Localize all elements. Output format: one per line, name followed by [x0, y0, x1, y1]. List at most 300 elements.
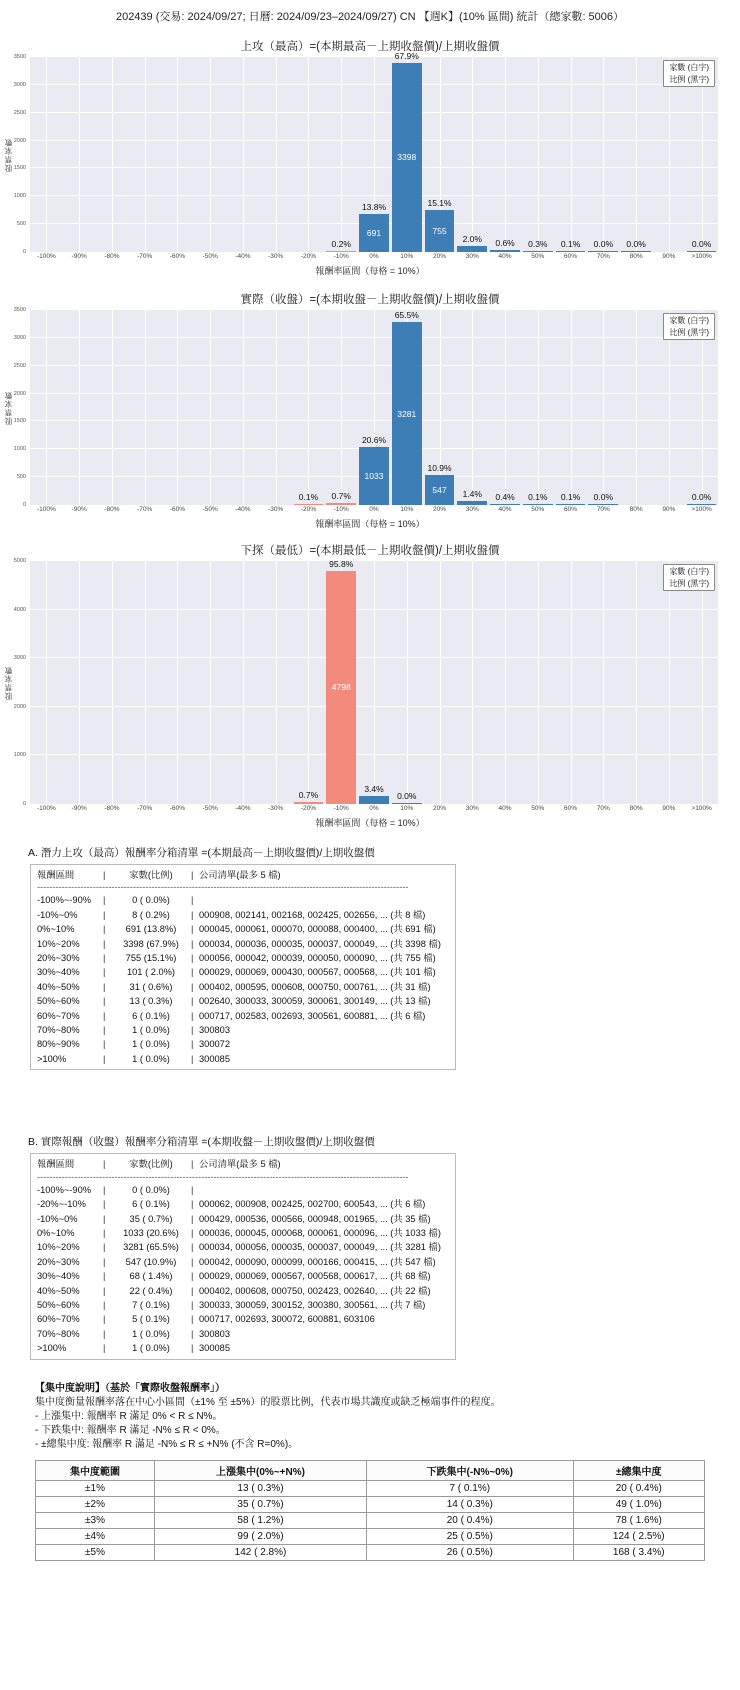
x-tick-label: 40% [498, 805, 512, 812]
y-axis-label: 股票家數 [4, 137, 13, 172]
list-row [37, 1009, 449, 1023]
row-companies: 300072 [199, 1039, 231, 1050]
table-header-cell: 下跌集中(-N%~0%) [366, 1460, 573, 1480]
row-companies: 300085 [199, 1053, 231, 1064]
x-ticks [30, 252, 718, 262]
x-tick-label: -40% [235, 253, 251, 260]
x-tick-label: 70% [596, 506, 610, 513]
pipe-separator: | [103, 1184, 106, 1195]
row-count: 8 ( 0.2%) [132, 909, 170, 920]
table-row [36, 1512, 705, 1528]
pipe-separator: | [191, 1256, 194, 1267]
bar-percent-label: 0.0% [593, 239, 614, 249]
pipe-separator: | [191, 1285, 194, 1296]
list-row [37, 980, 449, 994]
pipe-separator: | [103, 981, 106, 992]
gridline-vertical [243, 310, 244, 505]
table-cell: 49 ( 1.0%) [573, 1496, 704, 1512]
bar-percent-label: 20.6% [361, 435, 387, 446]
row-range: -10%~0% [37, 1213, 78, 1224]
gridline-vertical [276, 561, 277, 804]
section-a-title: A. 潛力上攻（最高）報酬率分箱清單 =(本期最高－上期收盤價)/上期收盤價 [28, 847, 375, 859]
x-tick-label: -80% [104, 805, 120, 812]
x-tick-label: -50% [202, 253, 218, 260]
pipe-separator: | [191, 967, 194, 978]
row-count: 1 ( 0.0%) [132, 1343, 170, 1354]
row-companies: 000402, 000608, 000750, 002423, 002640, ... (共 22 檔) [199, 1285, 431, 1296]
x-tick-label: >100% [691, 253, 712, 260]
list-row [37, 1226, 449, 1240]
table-cell: 58 ( 1.2%) [155, 1512, 367, 1528]
list-header-companies: 公司清單(最多 5 檔) [199, 870, 281, 880]
x-tick-label: >100% [691, 506, 712, 513]
pipe-separator: | [191, 1314, 194, 1325]
x-tick-label: 40% [498, 506, 512, 513]
gridline-vertical [505, 561, 506, 804]
x-tick-label: -70% [137, 253, 153, 260]
table-cell: ±5% [36, 1544, 155, 1560]
bar-percent-label: 15.1% [427, 197, 452, 208]
concentration-note-line: - ±總集中度: 報酬率 R 滿足 -N% ≤ R ≤ +N% (不含 R=0%)。 [35, 1438, 299, 1450]
x-tick-label: 80% [629, 506, 643, 513]
legend-ratio-label: 比例 (黑字) [669, 578, 709, 588]
plot-canvas [30, 50, 718, 252]
x-tick-label: 90% [662, 253, 676, 260]
table-header-cell: 集中度範圍 [36, 1460, 155, 1480]
bar-percent-label: 1.4% [462, 489, 482, 500]
pipe-separator: | [103, 1039, 106, 1050]
bar-count-label: 691 [366, 227, 382, 238]
row-range: >100% [37, 1053, 67, 1064]
table-cell: 142 ( 2.8%) [155, 1544, 367, 1560]
gridline-vertical [210, 561, 211, 804]
x-tick-label: 90% [662, 805, 676, 812]
row-count: 7 ( 0.1%) [132, 1299, 170, 1310]
chart-upside [0, 38, 740, 277]
list-header-companies: 公司清單(最多 5 檔) [199, 1159, 281, 1170]
bar-percent-label: 95.8% [329, 558, 354, 569]
concentration-table [35, 1460, 705, 1561]
gridline-vertical [603, 561, 604, 804]
pipe-separator: | [103, 1053, 106, 1064]
x-tick-label: 60% [564, 805, 578, 812]
chart-actual [0, 291, 740, 530]
gridline-vertical [571, 561, 572, 804]
list-row [37, 994, 449, 1008]
list-header-count: 家數(比例) [129, 870, 173, 880]
x-tick-label: 20% [433, 253, 447, 260]
gridline-vertical [243, 57, 244, 252]
row-count: 5 ( 0.1%) [132, 1314, 170, 1325]
pipe-separator: | [103, 1285, 106, 1296]
x-tick-label: -90% [71, 805, 87, 812]
x-tick-label: -30% [268, 506, 284, 513]
row-companies: 000717, 002693, 300072, 600881, 603106 [199, 1314, 375, 1325]
gridline-vertical [341, 57, 342, 252]
y-tick-label: 1500 [13, 165, 26, 172]
x-tick-label: 0% [369, 506, 379, 513]
gridline-vertical [407, 561, 408, 804]
list-header-row [37, 1157, 449, 1171]
bar-percent-label: 0.1% [528, 492, 548, 502]
pipe-separator: | [103, 924, 106, 935]
pipe-separator: | [191, 1343, 194, 1354]
x-axis-label: 報酬率區間（每格 = 10%） [315, 519, 425, 529]
table-cell: 26 ( 0.5%) [366, 1544, 573, 1560]
gridline-vertical [79, 57, 80, 252]
gridline-vertical [112, 57, 113, 252]
y-axis-label: 股票家數 [4, 390, 13, 425]
row-count: 6 ( 0.1%) [132, 1010, 170, 1021]
y-tick-label: 1000 [13, 193, 26, 200]
gridline-vertical [308, 57, 309, 252]
x-tick-label: -90% [71, 253, 87, 260]
row-count: 0 ( 0.0%) [132, 895, 170, 906]
row-range: 20%~30% [37, 1256, 80, 1267]
gridline-vertical [308, 310, 309, 505]
row-companies: 000042, 000090, 000099, 000166, 000415, ... (共 547 檔) [199, 1256, 436, 1267]
x-tick-label: 0% [369, 805, 379, 812]
list-row [37, 937, 449, 951]
list-row [37, 922, 449, 936]
x-tick-label: -80% [104, 506, 120, 513]
gridline-vertical [702, 561, 703, 804]
pipe-separator: | [191, 870, 194, 880]
table-cell: 20 ( 0.4%) [366, 1512, 573, 1528]
list-row [37, 1183, 449, 1197]
pipe-separator: | [191, 1159, 194, 1170]
gridline-vertical [46, 561, 47, 804]
list-row [37, 1312, 449, 1326]
x-tick-label: -50% [202, 506, 218, 513]
x-tick-label: 60% [564, 506, 578, 513]
list-row [37, 1197, 449, 1211]
row-range: 30%~40% [37, 1271, 80, 1282]
row-companies: 000036, 000045, 000068, 000061, 000096, ... (共 1033 檔) [199, 1227, 441, 1238]
bar-percent-label: 2.0% [462, 234, 482, 245]
plot-area [0, 307, 740, 508]
row-range: >100% [37, 1343, 67, 1354]
list-row [37, 965, 449, 979]
pipe-separator: | [191, 996, 194, 1007]
row-count: 1 ( 0.0%) [132, 1039, 170, 1050]
list-row [37, 1269, 449, 1283]
y-tick-label: 3000 [13, 334, 26, 341]
row-range: -20%~-10% [37, 1199, 86, 1210]
row-range: 80%~90% [37, 1039, 80, 1050]
row-count: 22 ( 0.4%) [129, 1285, 173, 1296]
gridline-vertical [472, 57, 473, 252]
x-tick-label: -90% [71, 506, 87, 513]
x-ticks [30, 505, 718, 515]
table-header-cell: 上漲集中(0%~+N%) [155, 1460, 367, 1480]
y-tick-label: 500 [16, 221, 26, 228]
row-companies: 000045, 000061, 000070, 000088, 000400, ... (共 691 檔) [199, 924, 436, 935]
row-companies: 000429, 000536, 000566, 000948, 001965, ... (共 35 檔) [199, 1213, 431, 1224]
x-tick-label: -100% [36, 805, 56, 812]
x-tick-label: -80% [104, 253, 120, 260]
row-range: 0%~10% [37, 1227, 75, 1238]
row-count: 1 ( 0.0%) [132, 1328, 170, 1339]
row-companies: 000056, 000042, 000039, 000050, 000090, ... (共 755 檔) [199, 953, 436, 964]
histogram-bar [359, 796, 389, 804]
bar-percent-label: 0.0% [691, 492, 712, 502]
bar-percent-label: 0.1% [560, 492, 581, 502]
row-range: 20%~30% [37, 953, 80, 964]
list-row [37, 893, 449, 907]
gridline-vertical [112, 561, 113, 804]
y-tick-label: 0 [22, 801, 26, 807]
gridline-vertical [276, 310, 277, 505]
pipe-separator: | [103, 1314, 106, 1325]
pipe-separator: | [103, 1025, 106, 1036]
plot-canvas [30, 310, 718, 505]
gridline-vertical [79, 561, 80, 804]
gridline-vertical [210, 57, 211, 252]
bar-percent-label: 13.8% [361, 201, 387, 212]
x-tick-label: -20% [300, 253, 317, 260]
chart-downside [0, 542, 740, 829]
list-row [37, 908, 449, 922]
pipe-separator: | [191, 1242, 194, 1253]
pipe-separator: | [103, 1010, 106, 1021]
list-row [37, 1240, 449, 1254]
table-row [36, 1544, 705, 1560]
plot-canvas [30, 558, 718, 804]
pipe-separator: | [191, 895, 194, 906]
x-tick-label: 10% [400, 253, 414, 260]
x-tick-label: -10% [333, 506, 349, 513]
chart-title: 實際（收盤）=(本期收盤－上期收盤價)/上期收盤價 [240, 294, 500, 306]
x-axis-label: 報酬率區間（每格 = 10%） [315, 818, 425, 828]
pipe-separator: | [191, 1039, 194, 1050]
pipe-separator: | [191, 1328, 194, 1339]
row-range: 60%~70% [37, 1314, 80, 1325]
pipe-separator: | [191, 1227, 194, 1238]
gridline-vertical [538, 57, 539, 252]
table-cell: 99 ( 2.0%) [155, 1528, 367, 1544]
y-tick-label: 1000 [13, 446, 26, 453]
x-tick-label: 80% [629, 253, 643, 260]
x-tick-label: 10% [400, 805, 414, 812]
legend-count-label: 家數 (白字) [669, 63, 709, 72]
pipe-separator: | [191, 1184, 194, 1195]
list-row [37, 1341, 449, 1355]
row-count: 0 ( 0.0%) [132, 1184, 170, 1195]
list-row [37, 1037, 449, 1051]
list-row [37, 951, 449, 965]
x-tick-label: >100% [691, 805, 712, 812]
pipe-separator: | [191, 1025, 194, 1036]
pipe-separator: | [103, 1227, 106, 1238]
gridline-vertical [472, 310, 473, 505]
row-range: 0%~10% [37, 924, 75, 935]
list-row [37, 1284, 449, 1298]
pipe-separator: | [103, 1199, 106, 1210]
gridline-vertical [46, 57, 47, 252]
bar-percent-label: 0.0% [397, 791, 417, 801]
y-tick-label: 3500 [13, 307, 26, 313]
row-range: -100%~-90% [37, 1184, 92, 1195]
table-row [36, 1528, 705, 1544]
pipe-separator: | [191, 981, 194, 992]
table-cell: 20 ( 0.4%) [573, 1480, 704, 1496]
gridline-vertical [177, 57, 178, 252]
y-axis-label: 股票家數 [4, 665, 13, 700]
bar-percent-label: 0.0% [691, 239, 712, 249]
row-range: -10%~0% [37, 909, 78, 920]
x-tick-label: 80% [629, 805, 643, 812]
pipe-separator: | [191, 1271, 194, 1282]
gridline-vertical [276, 57, 277, 252]
bar-percent-label: 0.6% [495, 238, 515, 249]
list-row [37, 1023, 449, 1037]
row-companies: 300803 [199, 1328, 231, 1339]
bar-count-label: 3281 [397, 408, 417, 419]
x-tick-label: 70% [596, 253, 610, 260]
x-tick-label: 0% [369, 253, 379, 260]
row-count: 1 ( 0.0%) [132, 1053, 170, 1064]
table-cell: 35 ( 0.7%) [155, 1496, 367, 1512]
x-tick-label: 50% [531, 506, 545, 513]
table-header-row [36, 1460, 705, 1480]
pipe-separator: | [103, 1159, 106, 1170]
pipe-separator: | [103, 870, 106, 880]
row-companies: 000062, 000908, 002425, 002700, 600543, ... (共 6 檔) [199, 1199, 426, 1210]
x-tick-label: -100% [36, 506, 56, 513]
chart-title: 上攻（最高）=(本期最高－上期收盤價)/上期收盤價 [240, 41, 500, 53]
row-range: 70%~80% [37, 1328, 80, 1339]
row-count: 35 ( 0.7%) [129, 1213, 173, 1224]
y-tick-label: 0 [22, 249, 26, 255]
bar-percent-label: 10.9% [427, 462, 452, 473]
y-tick-label: 4000 [13, 606, 26, 613]
gridline-vertical [669, 561, 670, 804]
gridline-vertical [472, 561, 473, 804]
row-companies: 000034, 000056, 000035, 000037, 000049, ... (共 3281 檔) [199, 1242, 441, 1253]
x-tick-label: -30% [268, 805, 284, 812]
gridline-vertical [571, 57, 572, 252]
table-cell: 7 ( 0.1%) [366, 1480, 573, 1496]
gridline-vertical [374, 561, 375, 804]
pipe-separator: | [191, 1010, 194, 1021]
table-row [36, 1480, 705, 1496]
y-tick-label: 3000 [13, 81, 26, 88]
pipe-separator: | [103, 996, 106, 1007]
plot-area [0, 558, 740, 807]
y-tick-label: 1500 [13, 418, 26, 425]
y-tick-label: 0 [22, 502, 26, 508]
row-count: 1 ( 0.0%) [132, 1025, 170, 1036]
gridline-vertical [341, 310, 342, 505]
list-row [37, 1212, 449, 1226]
table-cell: ±3% [36, 1512, 155, 1528]
y-tick-label: 1000 [13, 752, 26, 759]
bar-percent-label: 0.1% [560, 239, 581, 249]
gridline-vertical [440, 561, 441, 804]
x-tick-label: 50% [531, 253, 545, 260]
list-header-range: 報酬區間 [37, 870, 75, 880]
gridline-vertical [571, 310, 572, 505]
row-count: 547 (10.9%) [125, 1256, 177, 1267]
bar-percent-label: 3.4% [364, 783, 384, 794]
row-range: 10%~20% [37, 1242, 80, 1253]
gridline-vertical [79, 310, 80, 505]
list-header-range: 報酬區間 [37, 1159, 75, 1170]
row-range: 40%~50% [37, 981, 80, 992]
concentration-note-line: - 上漲集中: 報酬率 R 滿足 0% < R ≤ N%。 [35, 1410, 223, 1422]
pipe-separator: | [191, 953, 194, 964]
pipe-separator: | [191, 924, 194, 935]
row-range: 30%~40% [37, 967, 80, 978]
gridline-vertical [603, 310, 604, 505]
pipe-separator: | [191, 938, 194, 949]
pipe-separator: | [103, 895, 106, 906]
table-cell: 13 ( 0.3%) [155, 1480, 367, 1496]
x-tick-label: 30% [465, 253, 479, 260]
gridline-vertical [112, 310, 113, 505]
gridline-vertical [505, 57, 506, 252]
x-ticks [30, 804, 718, 814]
bar-percent-label: 0.1% [298, 492, 319, 502]
row-companies: 002640, 300033, 300059, 300061, 300149, ... (共 13 檔) [199, 996, 431, 1007]
row-range: -100%~-90% [37, 895, 92, 906]
legend-count-label: 家數 (白字) [669, 567, 709, 576]
row-count: 6 ( 0.1%) [132, 1199, 170, 1210]
list-row [37, 1298, 449, 1312]
charts-region [0, 38, 740, 829]
gridline-vertical [177, 310, 178, 505]
x-tick-label: -70% [137, 805, 153, 812]
gridline-vertical [538, 310, 539, 505]
row-count: 101 ( 2.0%) [126, 967, 176, 978]
x-tick-label: -60% [169, 506, 186, 513]
pipe-separator: | [103, 1299, 106, 1310]
legend-ratio-label: 比例 (黑字) [669, 74, 709, 84]
row-companies: 300803 [199, 1025, 231, 1036]
list-row [37, 1052, 449, 1066]
row-range: 70%~80% [37, 1025, 80, 1036]
table-cell: 168 ( 3.4%) [573, 1544, 704, 1560]
x-tick-label: -10% [333, 253, 349, 260]
section-b-listbox [30, 1153, 456, 1359]
x-tick-label: 60% [564, 253, 578, 260]
row-count: 68 ( 1.4%) [129, 1271, 173, 1282]
gridline-vertical [636, 310, 637, 505]
pipe-separator: | [103, 1242, 106, 1253]
row-companies: 000717, 002583, 002693, 300561, 600881, ... (共 6 檔) [199, 1010, 426, 1021]
bar-count-label: 4798 [331, 682, 351, 693]
legend-ratio-label: 比例 (黑字) [669, 327, 709, 337]
pipe-separator: | [191, 1213, 194, 1224]
x-tick-label: 30% [465, 506, 479, 513]
table-cell: ±4% [36, 1528, 155, 1544]
bar-percent-label: 0.7% [331, 491, 351, 502]
gridline-vertical [210, 310, 211, 505]
bar-percent-label: 0.4% [495, 491, 515, 502]
x-tick-label: -100% [36, 253, 56, 260]
y-tick-label: 2500 [13, 362, 26, 369]
list-row [37, 1255, 449, 1269]
gridline-vertical [636, 57, 637, 252]
y-tick-label: 2500 [13, 109, 26, 116]
bar-percent-label: 67.9% [394, 50, 419, 61]
pipe-separator: | [103, 967, 106, 978]
gridline-vertical [243, 561, 244, 804]
pipe-separator: | [103, 1271, 106, 1282]
x-tick-label: -60% [169, 805, 186, 812]
row-companies: 000029, 000069, 000430, 000567, 000568, ... (共 101 檔) [199, 967, 436, 978]
